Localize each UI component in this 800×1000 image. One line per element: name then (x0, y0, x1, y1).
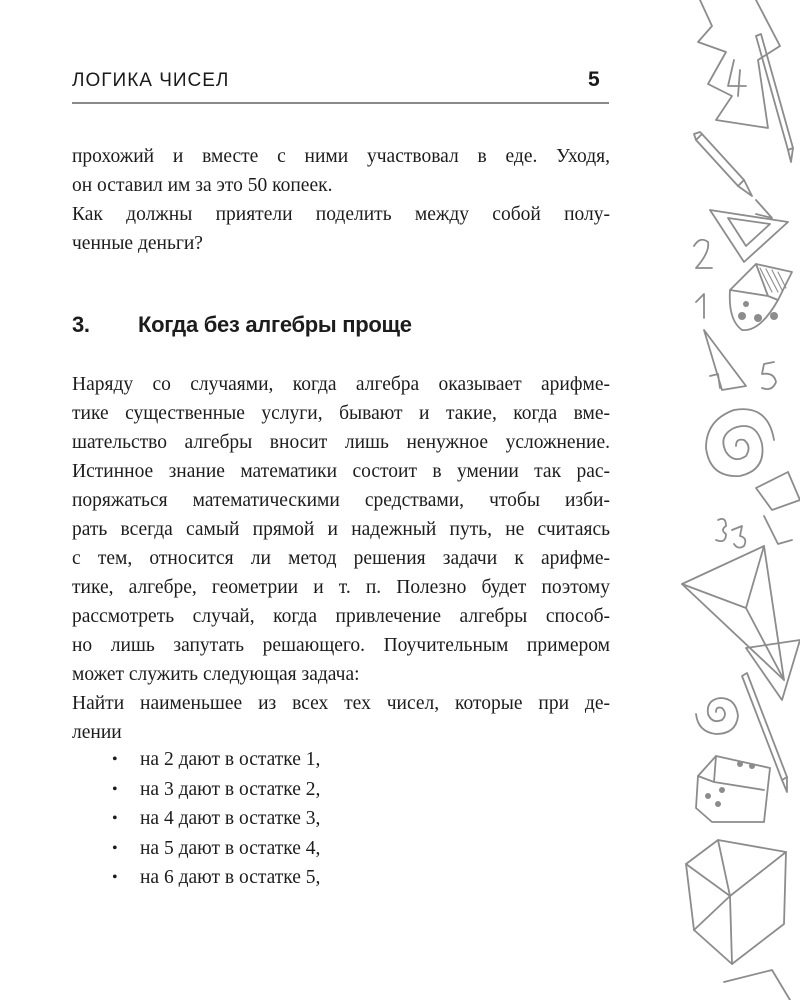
list-item (112, 775, 320, 805)
list-item (112, 804, 320, 834)
pencil-vertical-icon (742, 673, 787, 792)
set-square-icon (710, 210, 788, 262)
list-item (112, 834, 320, 864)
list-item-text: на 2 дают в остатке 1, (140, 749, 321, 770)
bullet-icon: • (112, 780, 118, 798)
paragraph-line: может служить следующая задача: (72, 664, 360, 685)
paragraph-line: Найти наименьшее из всех тех чисел, которые при де- (72, 693, 610, 714)
bullet-icon: • (112, 839, 118, 857)
header-rule (72, 102, 609, 104)
section-title: Когда без алгебры проще (138, 312, 412, 337)
section-number: 3. (72, 312, 90, 337)
number-35-glyph (716, 519, 745, 548)
arrow-icon (756, 200, 772, 218)
list-item (112, 745, 320, 775)
paragraph-line: прохожий и вместе с ними участвовал в еде. Уходя, (72, 146, 610, 167)
lightning-bolt-icon (698, 0, 780, 128)
paragraph-line: рассмотреть случай, когда привлечение алгебры способ- (72, 606, 610, 627)
bullet-icon: • (112, 810, 118, 827)
bottom-shape-icon (724, 970, 790, 1000)
list-item-text: на 4 дают в остатке 3, (140, 808, 321, 829)
list-item-text: на 5 дают в остатке 4, (140, 837, 321, 859)
running-header-title: ЛОГИКА ЧИСЕЛ (72, 70, 230, 91)
triangle-icon (704, 330, 746, 390)
bullet-icon: • (112, 751, 118, 768)
section-heading (72, 312, 412, 338)
number-seven-glyph (764, 516, 792, 544)
page-number: 5 (588, 68, 600, 91)
paragraph-line: шательство алгебры вносит лишь ненужное усложнение. (72, 432, 610, 453)
cone-icon (756, 472, 800, 510)
spiral-icon (706, 409, 774, 476)
pyramid-icon (682, 546, 784, 680)
list-item-text: на 6 дают в остатке 5, (140, 867, 321, 888)
number-five-glyph (762, 362, 776, 389)
small-spiral-icon (696, 698, 738, 734)
die-small-icon (696, 756, 770, 822)
pencil-icon (756, 34, 793, 162)
paragraph-line: ченные деньги? (72, 233, 203, 254)
conditions-list (112, 745, 320, 893)
list-item-text: на 3 дают в остатке 2, (140, 778, 321, 800)
polyhedron-icon (686, 840, 786, 964)
paragraph-line: но лишь запутать решающего. Поучительным примером (72, 635, 610, 656)
bullet-icon: • (112, 869, 118, 886)
number-two-glyph (694, 240, 712, 268)
list-item (112, 863, 320, 893)
paragraph-line: Истинное знание математики состоит в умении так рас- (72, 461, 610, 482)
pencil-diagonal-icon (694, 132, 752, 196)
paragraph-line: тике, алгебре, геометрии и т. п. Полезно будет поэтому (72, 577, 610, 598)
paragraph-line: тике существенные услуги, бывают и такие, когда вме- (72, 403, 610, 424)
number-one-glyph (696, 294, 704, 318)
number-four-glyph (728, 60, 746, 96)
paragraph-line: рать всегда самый прямой и надежный путь, не считаясь (72, 519, 610, 540)
doodle-border-illustration (660, 0, 800, 1000)
paragraph-line: поряжаться математическими средствами, чтобы изби- (72, 490, 610, 511)
paragraph-line: Наряду со случаями, когда алгебра оказывает арифме- (72, 374, 610, 395)
paragraph-line: с тем, относится ли метод решения задачи к арифме- (72, 548, 610, 569)
paragraph-line: он оставил им за это 50 копеек. (72, 175, 333, 196)
die-icon (730, 264, 792, 330)
paragraph-line: Как должны приятели поделить между собой полу- (72, 204, 610, 225)
paragraph-line: лении (72, 722, 122, 743)
